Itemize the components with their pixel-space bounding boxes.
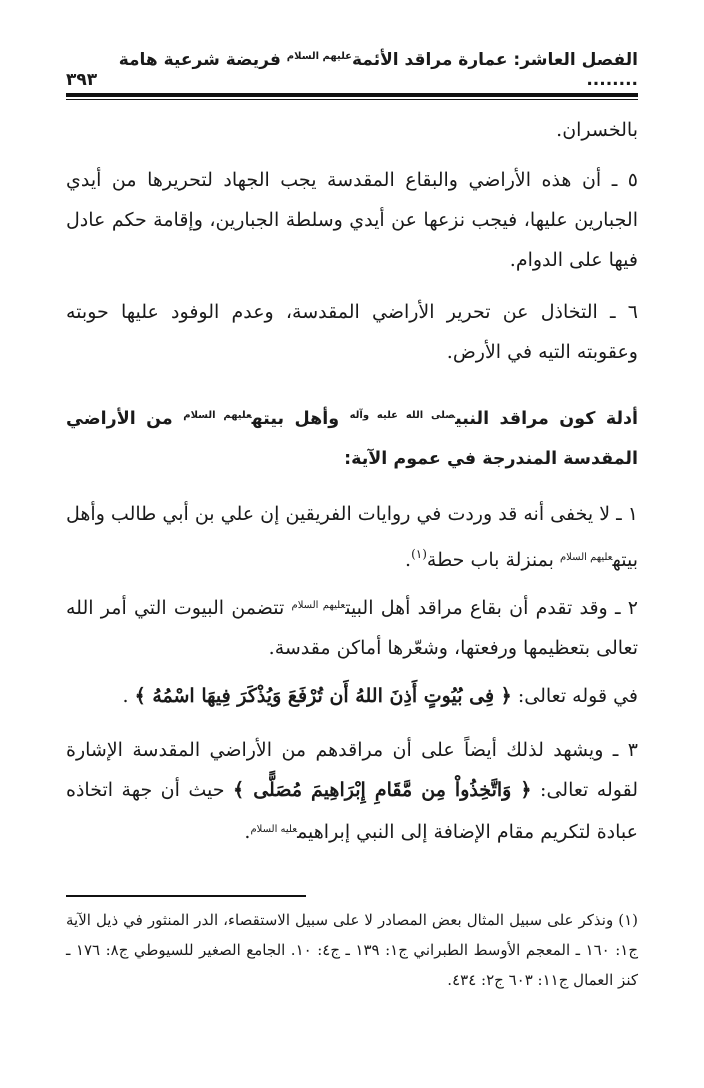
- paragraph-5: [66, 586, 638, 668]
- p7-honorific: عليه السلام: [250, 824, 298, 835]
- p4-part-a: ١ ـ لا يخفى أنه قد وردت في روايات الفريقين إن علي بن أبي طالب وأهل بيته: [66, 503, 638, 571]
- footnote-rule: [66, 895, 306, 897]
- heading-part-c: من الأراضي المقدسة المندرجة في عموم الآية:: [66, 409, 638, 469]
- p6-part-a: في قوله تعالى:: [517, 685, 638, 707]
- paragraph-1-text: بالخسران.: [556, 119, 638, 141]
- p5-part-b: تتضمن البيوت التي أمر الله تعالى بتعظيمها ورفعتها، وشعّرها أماكن مقدسة.: [66, 597, 638, 659]
- paragraph-6: [66, 676, 638, 716]
- paragraph-7-text: [66, 730, 638, 852]
- p5-honorific: عليهم السلام: [291, 600, 346, 611]
- header-chapter-tail: فريضة شرعية هامة ........: [118, 50, 638, 90]
- section-heading: [66, 396, 638, 479]
- heading-honorific-2: عليهم السلام: [183, 410, 252, 421]
- header-chapter-title: [97, 50, 638, 90]
- section-heading-text: [66, 396, 638, 479]
- header-rule-thin: [66, 99, 638, 100]
- paragraph-2: [66, 160, 638, 280]
- heading-honorific-1: صلى الله عليه وآله: [349, 410, 456, 421]
- paragraph-2-text: ٥ ـ أن هذه الأراضي والبقاع المقدسة يجب الجهاد لتحريرها من أيدي الجبارين عليها، فيجب نزعها عن أيدي وسلطة الجبارين، وإقامة حكم عادل فيها على الدوام.: [66, 169, 638, 271]
- paragraph-6-text: [66, 676, 638, 716]
- footnote-reference[interactable]: (١): [411, 547, 427, 561]
- paragraph-4: [66, 494, 638, 580]
- header-chapter-text: الفصل العاشر: عمارة مراقد الأئمة: [352, 50, 638, 70]
- header-rule: [66, 93, 638, 97]
- paragraph-1: [66, 110, 638, 150]
- p5-part-a: ٢ ـ وقد تقدم أن بقاع مراقد أهل البيت: [345, 597, 638, 619]
- paragraph-4-text: [66, 494, 638, 580]
- p7-end: .: [244, 821, 251, 843]
- running-header: [66, 50, 638, 90]
- p6-end: .: [122, 685, 129, 707]
- p4-part-b: بمنزلة باب حطة: [426, 549, 554, 571]
- heading-part-a: أدلة كون مراقد النبي: [455, 409, 638, 429]
- paragraph-7: [66, 730, 638, 852]
- paragraph-5-text: [66, 586, 638, 668]
- paragraph-3: [66, 292, 638, 372]
- p4-honorific: عليهم السلام: [559, 552, 613, 563]
- quran-verse-1: ﴿ فِى بُيُوتٍ أَذِنَ اللهُ أَن تُرْفَعَ وَيُذْكَرَ فِيهَا اسْمُهُ ﴾: [134, 685, 512, 707]
- footnote-text: (١) ونذكر على سبيل المثال بعض المصادر لا على سبيل الاستقصاء، الدر المنثور في ذيل الآية ج١: ١٦٠ ـ المعجم الأوسط الطبراني ج١: ١٣٩ ـ ج٤: ١٠. الجامع الصغير للسيوطي ج٨: ١٧٦ ـ كنز العمال ج١١: ٦٠٣ ج٢: ٤٣٤.: [66, 911, 639, 989]
- footnote: [66, 905, 638, 995]
- heading-part-b: وأهل بيته: [251, 409, 340, 429]
- p7-part-b: حيث أن جهة اتخاذه عبادة لتكريم مقام الإضافة إلى النبي إبراهيم: [66, 779, 638, 843]
- quran-verse-2: ﴿ وَاتَّخِذُواْ مِن مَّقَامِ إِبْرَاهِيمَ مُصَلًّى ﴾: [233, 779, 532, 801]
- page-number: ٣٩٣: [66, 70, 98, 90]
- p4-end: .: [405, 549, 412, 571]
- p7-part-a: ٣ ـ ويشهد لذلك أيضاً على أن مراقدهم من الأراضي المقدسة الإشارة لقوله تعالى:: [66, 739, 638, 801]
- header-honorific: عليهم السلام: [286, 51, 352, 62]
- paragraph-3-text: ٦ ـ التخاذل عن تحرير الأراضي المقدسة، وعدم الوفود عليها حوبته وعقوبته التيه في الأرض.: [66, 301, 638, 363]
